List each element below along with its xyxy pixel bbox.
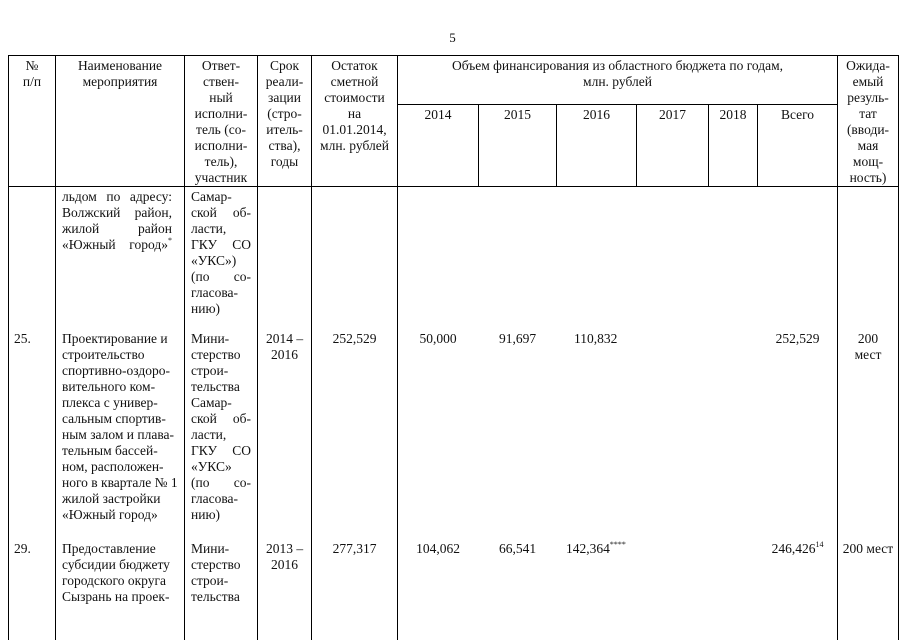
row-total	[758, 331, 837, 347]
header-year-2016: 2016	[583, 107, 610, 122]
table-top-border	[8, 55, 898, 56]
row-2016	[566, 541, 636, 557]
row-result: 200 мест	[842, 541, 894, 556]
row-2014: 104,062	[416, 541, 460, 556]
row-2014: 50,000	[419, 331, 457, 346]
header-term: Срок реали- зации (стро- итель- ства), годы	[265, 58, 304, 169]
row-result: 200 мест	[854, 331, 882, 362]
header-result: Ожида- емый резуль- тат (вводи- мая мощ- ность)	[846, 58, 890, 185]
row-total-value: 246,426	[771, 541, 816, 556]
row-2016-value: 142,364	[566, 541, 610, 556]
row-2016-footnote: ****	[609, 539, 626, 549]
row-term: 2013 – 2016	[265, 541, 304, 572]
col-border-left	[8, 55, 9, 640]
row-term: 2014 – 2016	[265, 331, 304, 362]
header-funding: Объем финансирования из областного бюджета по годам, млн. рублей	[451, 58, 784, 89]
row-2016-value: 110,832	[574, 331, 618, 346]
header-bottom-border	[8, 186, 898, 187]
row-name: Проектирование и строительство спортивно-оздоро- вительного ком- плекса с универ- сальным спортив- ным залом и плава- тельным бассей- ном, расположен- ного в квартале № 1 жилой застройки «Южный город»	[62, 331, 178, 522]
header-responsible: Ответ- ствен- ный исполни- тель (со- исполни- тель), участник	[194, 58, 248, 185]
header-num: № п/п	[22, 58, 42, 89]
continuation-name-text: льдом по адресу: Волжский район, жилой район «Южный город»	[62, 189, 172, 252]
header-total: Всего	[780, 107, 815, 122]
row-responsible: Мини- стерство строи- тельства	[191, 541, 241, 604]
row-total	[758, 541, 837, 557]
row-number: 25.	[14, 331, 31, 346]
page-number: 5	[449, 30, 456, 45]
row-total-footnote: 14	[815, 539, 824, 549]
header-name: Наименование мероприятия	[77, 58, 163, 89]
row-name: Предоставление субсидии бюджету городского округа Сызрань на проек-	[62, 541, 170, 604]
header-remain: Остаток сметной стоимости на 01.01.2014, млн. рублей	[320, 58, 389, 153]
header-year-2014: 2014	[424, 107, 452, 122]
row-number: 29.	[14, 541, 31, 556]
col-border-num	[55, 55, 56, 640]
row-2016	[574, 331, 644, 347]
header-year-2017: 2017	[659, 107, 686, 122]
header-year-2018: 2018	[719, 107, 747, 122]
year-header-divider	[397, 104, 837, 105]
row-total-value: 252,529	[775, 331, 820, 346]
col-border-right	[898, 55, 899, 640]
row-remain: 277,317	[332, 541, 377, 556]
continuation-responsible: Самар- ской об- ласти, ГКУ СО «УКС») (по со- гласова- нию)	[191, 189, 251, 316]
row-2015: 66,541	[498, 541, 537, 556]
row-remain: 252,529	[332, 331, 377, 346]
row-2015: 91,697	[498, 331, 537, 346]
header-year-2015: 2015	[504, 107, 531, 122]
row-responsible: Мини- стерство строи- тельства Самар- ской об- ласти, ГКУ СО «УКС» (по со- гласова- нию)	[191, 331, 251, 522]
continuation-name	[62, 189, 172, 253]
continuation-name-footnote: *	[168, 235, 172, 245]
